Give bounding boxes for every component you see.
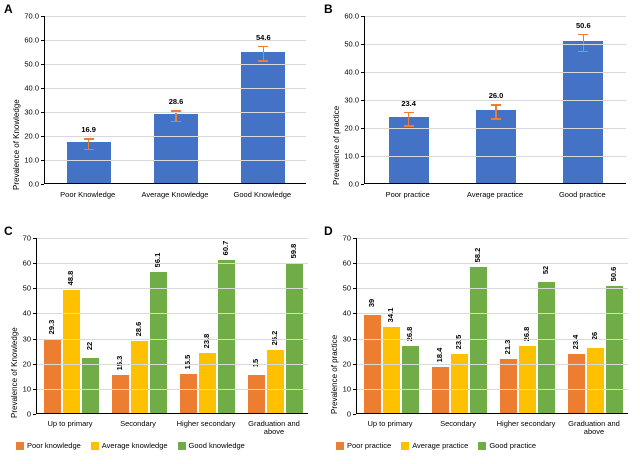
y-tick-label: 40.0 xyxy=(24,83,39,93)
y-tick-mark xyxy=(361,16,364,17)
y-tick-label: 60 xyxy=(22,258,31,268)
y-tick-label: 70 xyxy=(342,233,351,243)
legend-item xyxy=(178,441,245,450)
gridline xyxy=(45,64,306,65)
y-tick-label: 40 xyxy=(22,308,31,318)
legend-item xyxy=(91,441,168,450)
y-tick-mark xyxy=(353,263,356,264)
error-bar-cap xyxy=(258,60,268,62)
y-tick-label: 20.0 xyxy=(24,131,39,141)
x-tick-label: Up to primary xyxy=(367,419,413,428)
error-bar-cap xyxy=(171,121,181,123)
y-tick-mark xyxy=(33,414,36,415)
gridline xyxy=(37,288,308,289)
legend-swatch xyxy=(178,442,186,450)
gridline xyxy=(37,364,308,365)
bar xyxy=(500,359,517,413)
bar-value-label: 56.1 xyxy=(153,252,162,268)
gridline xyxy=(357,238,628,239)
legend-item xyxy=(16,441,81,450)
panel-d-plot-area xyxy=(356,238,628,414)
legend-item xyxy=(336,441,391,450)
panel-a-y-axis-label: Prevalence of Knowledge xyxy=(12,99,21,190)
bar-value-label: 22 xyxy=(85,341,94,350)
legend-swatch xyxy=(91,442,99,450)
bar-value-label: 26.0 xyxy=(488,91,504,101)
gridline xyxy=(357,339,628,340)
y-tick-label: 10 xyxy=(342,384,351,394)
bar xyxy=(383,327,400,413)
bar-value-label: 58.2 xyxy=(473,247,482,262)
panel-c-letter: C xyxy=(4,224,13,238)
bar-value-label: 18.4 xyxy=(435,347,444,363)
y-tick-mark xyxy=(361,72,364,73)
bar-value-label: 28.6 xyxy=(168,97,184,107)
y-tick-label: 30.0 xyxy=(24,107,39,117)
bar-value-label: 26.8 xyxy=(405,326,414,341)
bar-value-label: 16.9 xyxy=(81,125,96,135)
bar xyxy=(63,290,80,413)
panel-c xyxy=(0,222,320,464)
gridline xyxy=(37,263,308,264)
legend-label: Poor practice xyxy=(347,441,392,450)
bar-value-label: 50.6 xyxy=(576,20,591,30)
panel-a-plot-area xyxy=(44,16,306,184)
bar-value-label: 26 xyxy=(590,331,599,340)
bar-value-label: 60.7 xyxy=(221,241,230,256)
y-tick-mark xyxy=(353,389,356,390)
legend-swatch xyxy=(478,442,486,450)
y-tick-mark xyxy=(33,288,36,289)
gridline xyxy=(365,128,626,129)
bar xyxy=(519,346,536,413)
legend-label: Good practice xyxy=(489,441,537,450)
legend-item xyxy=(478,441,536,450)
bar xyxy=(44,339,61,413)
x-tick-label: Poor Knowledge xyxy=(60,190,116,199)
gridline xyxy=(37,313,308,314)
y-tick-mark xyxy=(41,136,44,137)
y-tick-mark xyxy=(41,16,44,17)
error-bar-cap xyxy=(84,138,94,140)
panel-a xyxy=(0,0,320,222)
error-bar xyxy=(263,46,265,60)
gridline xyxy=(365,44,626,45)
error-bar-cap xyxy=(578,34,588,36)
bar-value-label: 21.3 xyxy=(503,340,512,355)
bar xyxy=(476,110,516,183)
y-tick-mark xyxy=(353,364,356,365)
legend-label: Average knowledge xyxy=(101,441,168,450)
y-tick-label: 60.0 xyxy=(24,35,39,45)
panel-c-plot-area xyxy=(36,238,308,414)
bar xyxy=(248,375,265,413)
bar-value-label: 34.1 xyxy=(386,307,395,323)
bar-value-label: 50.6 xyxy=(609,266,618,282)
y-tick-mark xyxy=(33,263,36,264)
error-bar xyxy=(495,104,497,118)
x-tick-label: Secondary xyxy=(440,419,476,428)
x-tick-label: Higher secondary xyxy=(176,419,236,428)
legend-label: Average practice xyxy=(412,441,469,450)
panel-d xyxy=(320,222,640,464)
x-tick-label: Good practice xyxy=(558,190,606,199)
bar xyxy=(267,350,284,413)
x-tick-label: Average practice xyxy=(466,190,524,199)
y-tick-mark xyxy=(353,339,356,340)
y-tick-label: 50 xyxy=(342,283,351,293)
bar xyxy=(154,114,198,183)
gridline xyxy=(45,136,306,137)
bar-value-label: 23.5 xyxy=(454,334,463,350)
y-tick-mark xyxy=(33,339,36,340)
y-tick-mark xyxy=(41,112,44,113)
panel-d-y-axis-label: Prevalence of practice xyxy=(330,334,339,414)
error-bar-cap xyxy=(258,46,268,48)
bar xyxy=(218,260,235,413)
bar-value-label: 26.8 xyxy=(522,326,531,341)
gridline xyxy=(37,389,308,390)
y-tick-label: 20 xyxy=(22,359,31,369)
y-tick-label: 40 xyxy=(342,308,351,318)
panel-b xyxy=(320,0,640,222)
bar-value-label: 59.8 xyxy=(289,243,298,258)
error-bar xyxy=(583,34,585,51)
legend-label: Poor knowledge xyxy=(27,441,81,450)
bar xyxy=(150,272,167,413)
y-tick-label: 60 xyxy=(342,258,351,268)
gridline xyxy=(365,100,626,101)
y-tick-mark xyxy=(353,288,356,289)
panel-a-letter: A xyxy=(4,2,13,16)
bar-value-label: 15 xyxy=(251,359,260,368)
bar-value-label: 15.5 xyxy=(183,354,192,370)
gridline xyxy=(45,160,306,161)
bar xyxy=(432,367,449,413)
bar-value-label: 29.3 xyxy=(47,320,56,335)
gridline xyxy=(37,339,308,340)
bar xyxy=(131,341,148,413)
y-tick-label: 30 xyxy=(22,334,31,344)
bar-value-label: 23.8 xyxy=(202,333,211,349)
gridline xyxy=(45,112,306,113)
bar-value-label: 23.4 xyxy=(571,334,580,350)
y-tick-label: 60.0 xyxy=(344,11,359,21)
error-bar-cap xyxy=(491,104,501,106)
bar xyxy=(587,348,604,413)
y-tick-label: 20 xyxy=(342,359,351,369)
y-tick-mark xyxy=(361,100,364,101)
bar-value-label: 39 xyxy=(367,298,376,308)
bar xyxy=(402,346,419,413)
gridline xyxy=(45,16,306,17)
y-tick-mark xyxy=(41,64,44,65)
legend-swatch xyxy=(401,442,409,450)
bar-value-label: 48.8 xyxy=(66,271,75,286)
y-tick-mark xyxy=(361,128,364,129)
gridline xyxy=(45,88,306,89)
panel-d-letter: D xyxy=(324,224,333,238)
gridline xyxy=(365,156,626,157)
bar xyxy=(82,358,99,413)
error-bar-cap xyxy=(404,125,414,127)
panel-c-y-axis-label: Prevalence of Knowledge xyxy=(10,327,19,418)
y-tick-label: 10 xyxy=(22,384,31,394)
gridline xyxy=(365,72,626,73)
bar-value-label: 15.3 xyxy=(115,355,124,370)
y-tick-label: 0 xyxy=(26,409,31,419)
y-tick-label: 10.0 xyxy=(344,151,359,161)
y-tick-mark xyxy=(361,184,364,185)
legend-item xyxy=(401,441,468,450)
bar xyxy=(606,286,623,413)
x-tick-label: Higher secondary xyxy=(496,419,556,428)
y-tick-label: 50 xyxy=(22,283,31,293)
bar-value-label: 54.6 xyxy=(256,32,271,42)
y-tick-mark xyxy=(33,313,36,314)
y-tick-mark xyxy=(361,44,364,45)
bar xyxy=(563,41,603,183)
gridline xyxy=(357,389,628,390)
y-tick-mark xyxy=(353,313,356,314)
bar-value-label: 52 xyxy=(541,266,550,275)
bar xyxy=(199,353,216,413)
legend-swatch xyxy=(336,442,344,450)
y-tick-mark xyxy=(33,364,36,365)
y-tick-label: 0.0 xyxy=(348,179,359,189)
panel-d-legend xyxy=(336,441,536,450)
gridline xyxy=(357,263,628,264)
x-tick-label: Graduation and above xyxy=(248,419,300,436)
y-tick-mark xyxy=(41,184,44,185)
y-tick-mark xyxy=(33,389,36,390)
y-tick-label: 40.0 xyxy=(344,67,359,77)
error-bar-cap xyxy=(491,118,501,120)
y-tick-label: 70.0 xyxy=(24,11,39,21)
y-tick-label: 10.0 xyxy=(24,155,39,165)
y-tick-label: 50.0 xyxy=(344,39,359,49)
gridline xyxy=(365,16,626,17)
panel-c-legend xyxy=(16,441,245,450)
bar-value-label: 25.2 xyxy=(270,330,279,345)
bar-value-label: 28.6 xyxy=(134,321,143,337)
error-bar-cap xyxy=(578,51,588,53)
y-tick-label: 30 xyxy=(342,334,351,344)
error-bar xyxy=(408,112,410,125)
gridline xyxy=(357,288,628,289)
y-tick-mark xyxy=(41,40,44,41)
y-tick-mark xyxy=(41,160,44,161)
y-tick-label: 20.0 xyxy=(344,123,359,133)
y-tick-mark xyxy=(361,156,364,157)
legend-label: Good knowledge xyxy=(188,441,245,450)
gridline xyxy=(45,40,306,41)
bar xyxy=(538,282,555,413)
y-tick-label: 50.0 xyxy=(24,59,39,69)
error-bar xyxy=(88,138,90,149)
y-tick-label: 30.0 xyxy=(344,95,359,105)
panel-b-plot-area xyxy=(364,16,626,184)
y-tick-label: 0 xyxy=(346,409,351,419)
y-tick-mark xyxy=(33,238,36,239)
bar xyxy=(180,374,197,413)
x-tick-label: Up to primary xyxy=(47,419,93,428)
gridline xyxy=(37,238,308,239)
y-tick-label: 70 xyxy=(22,233,31,243)
bar xyxy=(112,375,129,413)
y-tick-mark xyxy=(41,88,44,89)
panel-b-letter: B xyxy=(324,2,333,16)
error-bar-cap xyxy=(84,149,94,151)
legend-swatch xyxy=(16,442,24,450)
x-tick-label: Graduation and above xyxy=(568,419,620,436)
y-tick-label: 0.0 xyxy=(28,179,39,189)
bar-value-label: 23.4 xyxy=(401,98,416,108)
x-tick-label: Good Knowledge xyxy=(233,190,292,199)
panel-b-y-axis-label: Prevalence of practice xyxy=(332,105,341,185)
y-tick-mark xyxy=(353,238,356,239)
bar xyxy=(241,52,285,183)
x-tick-label: Secondary xyxy=(120,419,156,428)
gridline xyxy=(357,313,628,314)
y-tick-mark xyxy=(353,414,356,415)
error-bar-cap xyxy=(404,112,414,114)
x-tick-label: Poor practice xyxy=(385,190,430,199)
gridline xyxy=(357,364,628,365)
x-tick-label: Average Knowledge xyxy=(141,190,209,199)
